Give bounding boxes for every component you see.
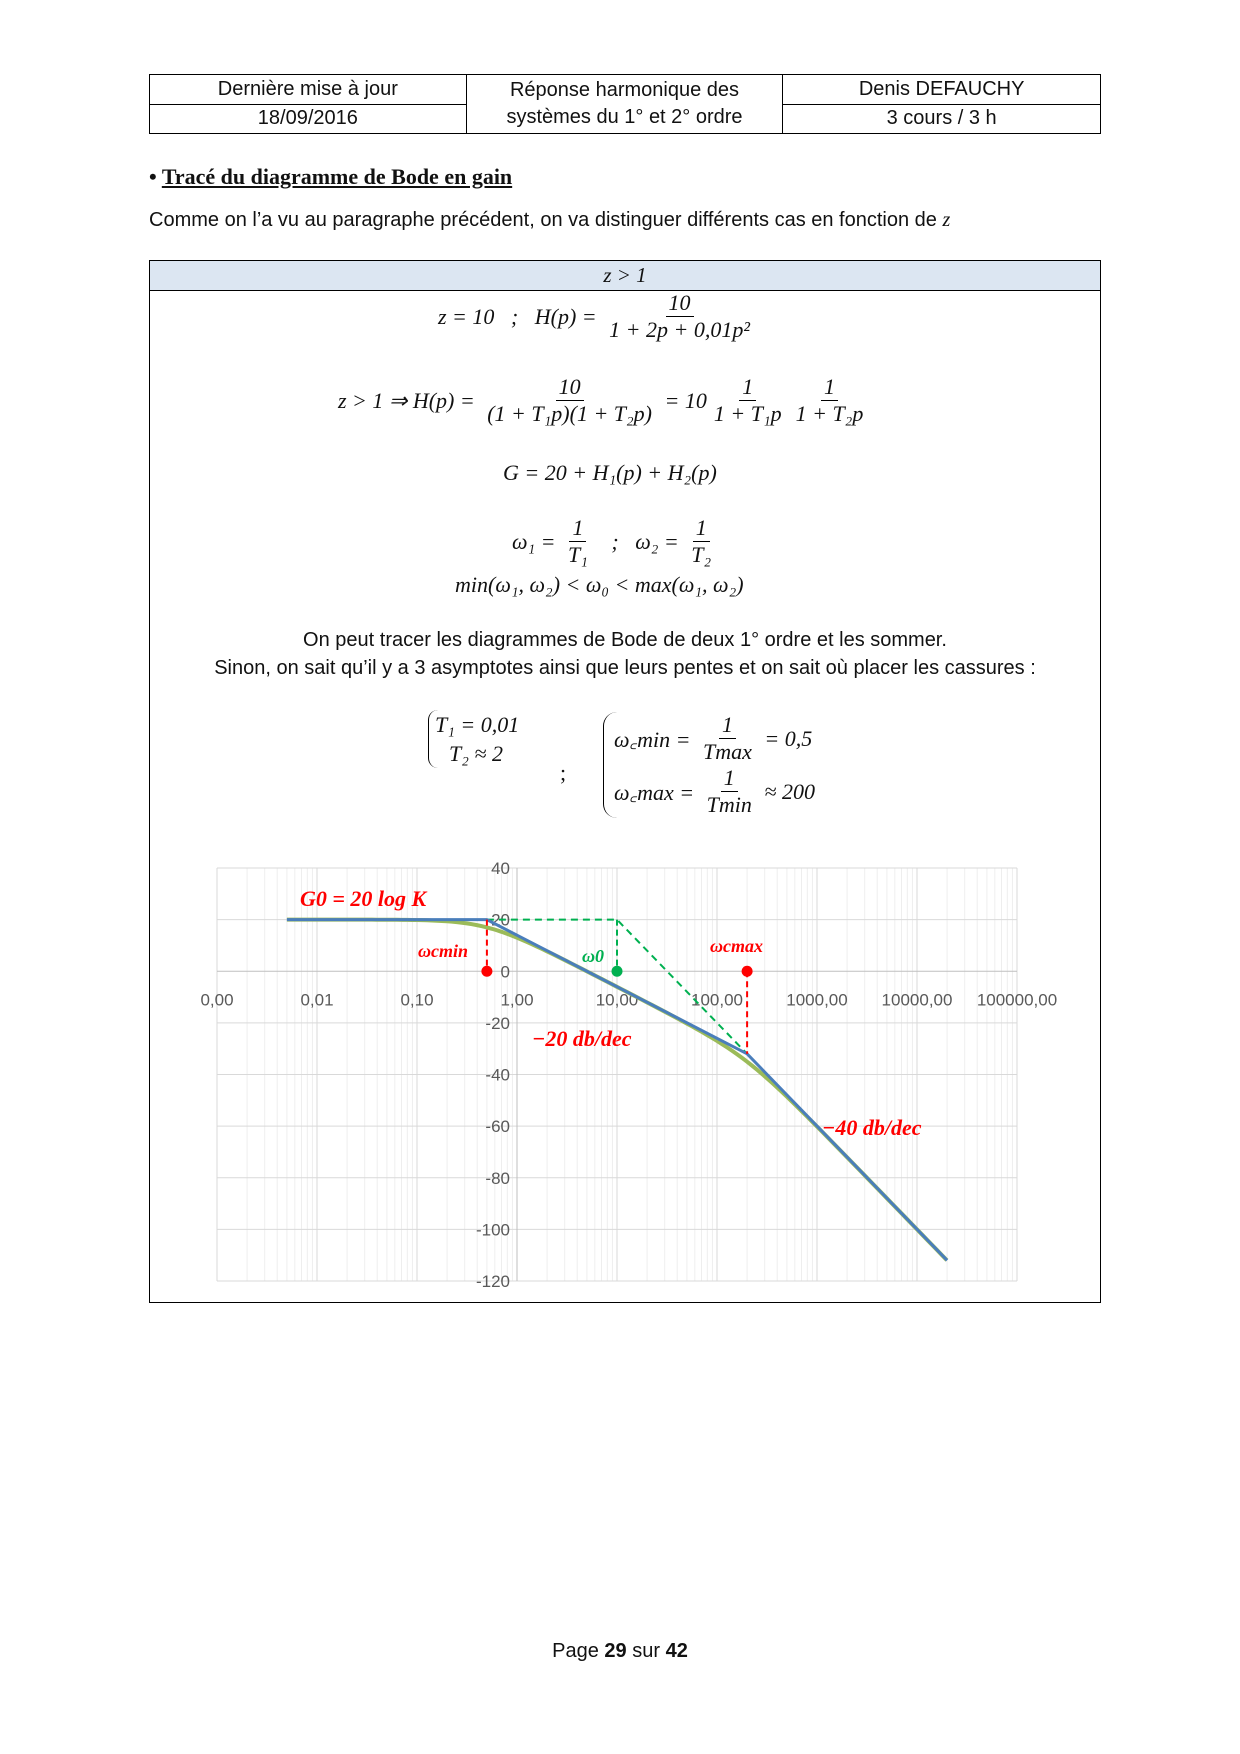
marker-ω0 xyxy=(612,966,623,977)
slope-20-label: −20 db/dec xyxy=(532,1026,632,1051)
y-tick-label: -120 xyxy=(475,1272,510,1291)
separator: ; xyxy=(560,760,567,785)
slope-40-label: −40 db/dec xyxy=(822,1115,922,1140)
page-footer xyxy=(0,1640,1240,1663)
w2-den: Tmin xyxy=(706,792,752,817)
f4-d1: T₁ xyxy=(568,542,588,567)
marker-ωcmin xyxy=(481,966,492,977)
w2-left: ω꜀max = xyxy=(614,779,700,805)
w1-den: Tmax xyxy=(703,739,752,764)
section-title-text: Tracé du diagramme de Bode en gain xyxy=(161,164,513,189)
t1-value: T₁ = 0,01 xyxy=(435,712,520,737)
y-tick-label: -80 xyxy=(485,1168,510,1188)
f4-n1: 1 xyxy=(569,515,586,542)
case-header: z > 1 xyxy=(150,261,1100,291)
wcmax-label: ωcmax xyxy=(710,936,764,956)
f2-den: (1 + T₁p)(1 + T₂p) xyxy=(487,401,652,426)
f2-d3: 1 + T₂p xyxy=(795,401,864,426)
w2-num: 1 xyxy=(721,765,738,792)
x-tick-label: 0,01 xyxy=(300,990,334,1010)
bullet: • xyxy=(149,164,157,189)
f2-n2: 1 xyxy=(739,374,756,401)
f2-n3: 1 xyxy=(821,374,838,401)
footer-mid: sur xyxy=(626,1640,666,1662)
y-tick-label: -20 xyxy=(485,1013,510,1033)
f4-n2: 1 xyxy=(693,515,710,542)
x-tick-label: 100,00 xyxy=(691,990,743,1010)
f4-a: ω₁ = xyxy=(512,528,562,554)
course-title-1: Réponse harmonique des xyxy=(509,79,740,101)
text-line-2: Sinon, on sait qu’il y a 3 asymptotes ainsi que leurs pentes et on sait où placer les cassures : xyxy=(214,657,1036,679)
f4-sep: ; ω₂ = xyxy=(594,528,685,554)
x-tick-label: 100000,00 xyxy=(976,990,1058,1010)
intro-var: z xyxy=(942,209,951,231)
duration: 3 cours / 3 h xyxy=(886,107,997,130)
x-tick-label: 0,00 xyxy=(200,990,234,1010)
formula-g: G = 20 + H₁(p) + H₂(p) xyxy=(503,460,717,485)
page-total: 42 xyxy=(665,1640,688,1662)
t2-value: T₂ ≈ 2 xyxy=(449,741,503,766)
x-tick-label: 1000,00 xyxy=(786,990,848,1010)
f1-num: 10 xyxy=(666,290,694,317)
x-tick-label: 1,00 xyxy=(500,990,534,1010)
updated-date: 18/09/2016 xyxy=(257,107,358,130)
x-tick-label: 10,00 xyxy=(595,990,639,1010)
f2-num: 10 xyxy=(556,374,584,401)
w1-num: 1 xyxy=(719,712,736,739)
formula-minmax: min(ω₁, ω₂) < ω₀ < max(ω₁, ω₂) xyxy=(455,572,744,597)
updated-label: Dernière mise à jour xyxy=(150,75,466,105)
y-tick-label: -40 xyxy=(485,1065,510,1085)
w0-label: ω0 xyxy=(582,946,605,966)
y-tick-label: -60 xyxy=(485,1117,510,1137)
y-tick-label: 20 xyxy=(491,910,510,930)
course-title-2: systèmes du 1° et 2° ordre xyxy=(506,106,743,128)
footer-prefix: Page xyxy=(552,1640,605,1662)
w2-right: ≈ 200 xyxy=(758,778,815,804)
w1-left: ω꜀min = xyxy=(614,726,696,752)
y-tick-label: 0 xyxy=(500,962,510,982)
f4-d2: T₂ xyxy=(691,542,712,567)
intro-sentence: Comme on l’a vu au paragraphe précédent, on va distinguer différents cas en fonction de xyxy=(149,209,943,231)
f1-den: 1 + 2p + 0,01p² xyxy=(609,317,750,342)
y-tick-label: 40 xyxy=(491,859,510,878)
f2-left: z > 1 ⇒ H(p) = xyxy=(338,387,481,413)
f2-d2: 1 + T₁p xyxy=(713,401,782,426)
f2-mid: = 10 xyxy=(659,387,707,413)
text-line-1: On peut tracer les diagrammes de Bode de deux 1° ordre et les sommer. xyxy=(303,629,947,651)
g0-label: G0 = 20 log K xyxy=(300,886,427,911)
y-tick-label: -100 xyxy=(475,1220,510,1240)
x-tick-label: 10000,00 xyxy=(881,990,953,1010)
author: Denis DEFAUCHY xyxy=(783,75,1100,105)
w1-right: = 0,5 xyxy=(758,725,813,751)
x-tick-label: 0,10 xyxy=(400,990,434,1010)
marker-ωcmax xyxy=(742,966,753,977)
wcmin-label: ωcmin xyxy=(418,941,469,961)
page-number: 29 xyxy=(604,1640,627,1662)
f1-left: z = 10 ; H(p) = xyxy=(438,303,603,329)
